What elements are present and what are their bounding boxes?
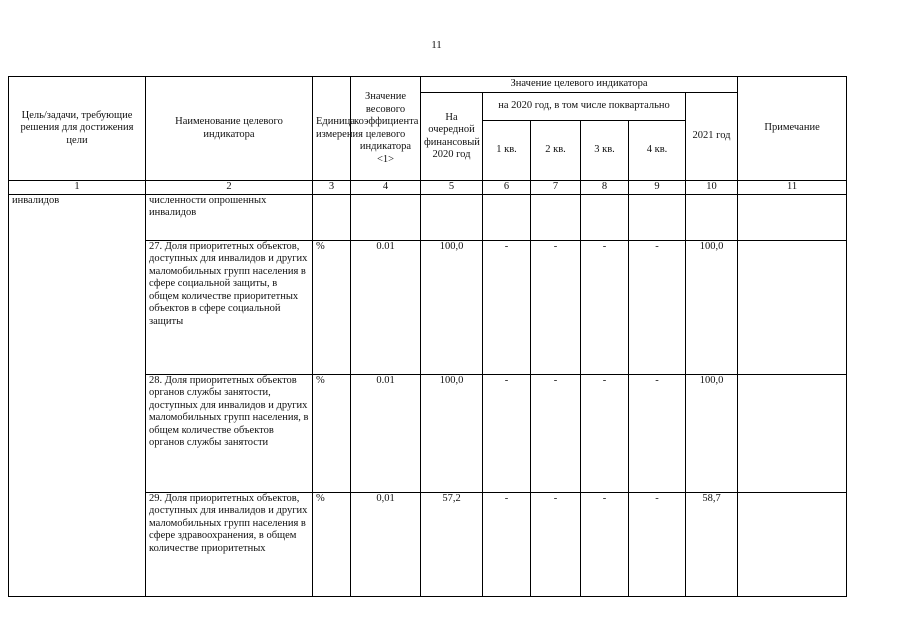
q2-cell: - bbox=[531, 374, 581, 492]
weight-cell bbox=[351, 194, 421, 240]
header-q2: 2 кв. bbox=[531, 121, 581, 181]
unit-cell bbox=[313, 194, 351, 240]
weight-cell: 0,01 bbox=[351, 492, 421, 596]
unit-cell: % bbox=[313, 240, 351, 374]
column-number: 3 bbox=[313, 181, 351, 195]
value-2020-cell: 100,0 bbox=[421, 374, 483, 492]
header-q1: 1 кв. bbox=[483, 121, 531, 181]
column-number: 11 bbox=[738, 181, 847, 195]
value-2020-cell: 57,2 bbox=[421, 492, 483, 596]
value-2021-cell: 100,0 bbox=[686, 374, 738, 492]
value-2020-cell bbox=[421, 194, 483, 240]
header-indicator-name: Наименование целевого индикатора bbox=[146, 77, 313, 181]
note-cell bbox=[738, 240, 847, 374]
q3-cell bbox=[581, 194, 629, 240]
indicator-name-cell: численности опрошенных инвалидов bbox=[146, 194, 313, 240]
column-number: 2 bbox=[146, 181, 313, 195]
q3-cell: - bbox=[581, 240, 629, 374]
q4-cell: - bbox=[629, 492, 686, 596]
column-number: 5 bbox=[421, 181, 483, 195]
unit-cell: % bbox=[313, 374, 351, 492]
indicator-table bbox=[8, 76, 847, 597]
column-number: 6 bbox=[483, 181, 531, 195]
column-number: 4 bbox=[351, 181, 421, 195]
header-next-year: На очередной финансовый 2020 год bbox=[421, 93, 483, 181]
q4-cell: - bbox=[629, 374, 686, 492]
q2-cell: - bbox=[531, 492, 581, 596]
table-row bbox=[9, 194, 847, 240]
note-cell bbox=[738, 194, 847, 240]
weight-cell: 0.01 bbox=[351, 374, 421, 492]
column-number: 7 bbox=[531, 181, 581, 195]
q1-cell: - bbox=[483, 240, 531, 374]
value-2020-cell: 100,0 bbox=[421, 240, 483, 374]
q2-cell: - bbox=[531, 240, 581, 374]
header-note: Примечание bbox=[738, 77, 847, 181]
q1-cell: - bbox=[483, 492, 531, 596]
goal-cell: инвалидов bbox=[9, 194, 146, 596]
note-cell bbox=[738, 492, 847, 596]
column-number-row bbox=[9, 181, 847, 195]
note-cell bbox=[738, 374, 847, 492]
q2-cell bbox=[531, 194, 581, 240]
column-number: 9 bbox=[629, 181, 686, 195]
header-quarterly: на 2020 год, в том числе поквартально bbox=[483, 93, 686, 121]
header-weight: Значение весового коэффициента целевого индикатора <1> bbox=[351, 77, 421, 181]
q1-cell bbox=[483, 194, 531, 240]
column-number: 10 bbox=[686, 181, 738, 195]
header-goal: Цель/задачи, требующие решения для достижения цели bbox=[9, 77, 146, 181]
unit-cell: % bbox=[313, 492, 351, 596]
value-2021-cell bbox=[686, 194, 738, 240]
indicator-name-cell: 28. Доля приоритетных объектов органов службы занятости, доступных для инвалидов и других маломобильных групп населения, в общем количестве объектов органов службы занятости bbox=[146, 374, 313, 492]
header-target-value: Значение целевого индикатора bbox=[421, 77, 738, 93]
q4-cell bbox=[629, 194, 686, 240]
header-unit: Единица измерения bbox=[313, 77, 351, 181]
weight-cell: 0.01 bbox=[351, 240, 421, 374]
indicator-name-cell: 27. Доля приоритетных объектов, доступных для инвалидов и других маломобильных групп населения в сфере социальной защиты, в общем количестве приоритетных объектов в сфере социальной защиты bbox=[146, 240, 313, 374]
column-number: 8 bbox=[581, 181, 629, 195]
indicator-name-cell: 29. Доля приоритетных объектов, доступных для инвалидов и других маломобильных групп населения в сфере здравоохранения, в общем количестве приоритетных bbox=[146, 492, 313, 596]
q3-cell: - bbox=[581, 492, 629, 596]
header-q3: 3 кв. bbox=[581, 121, 629, 181]
header-q4: 4 кв. bbox=[629, 121, 686, 181]
q3-cell: - bbox=[581, 374, 629, 492]
page-number: 11 bbox=[431, 39, 442, 51]
q1-cell: - bbox=[483, 374, 531, 492]
value-2021-cell: 58,7 bbox=[686, 492, 738, 596]
q4-cell: - bbox=[629, 240, 686, 374]
value-2021-cell: 100,0 bbox=[686, 240, 738, 374]
header-year-2021: 2021 год bbox=[686, 93, 738, 181]
column-number: 1 bbox=[9, 181, 146, 195]
